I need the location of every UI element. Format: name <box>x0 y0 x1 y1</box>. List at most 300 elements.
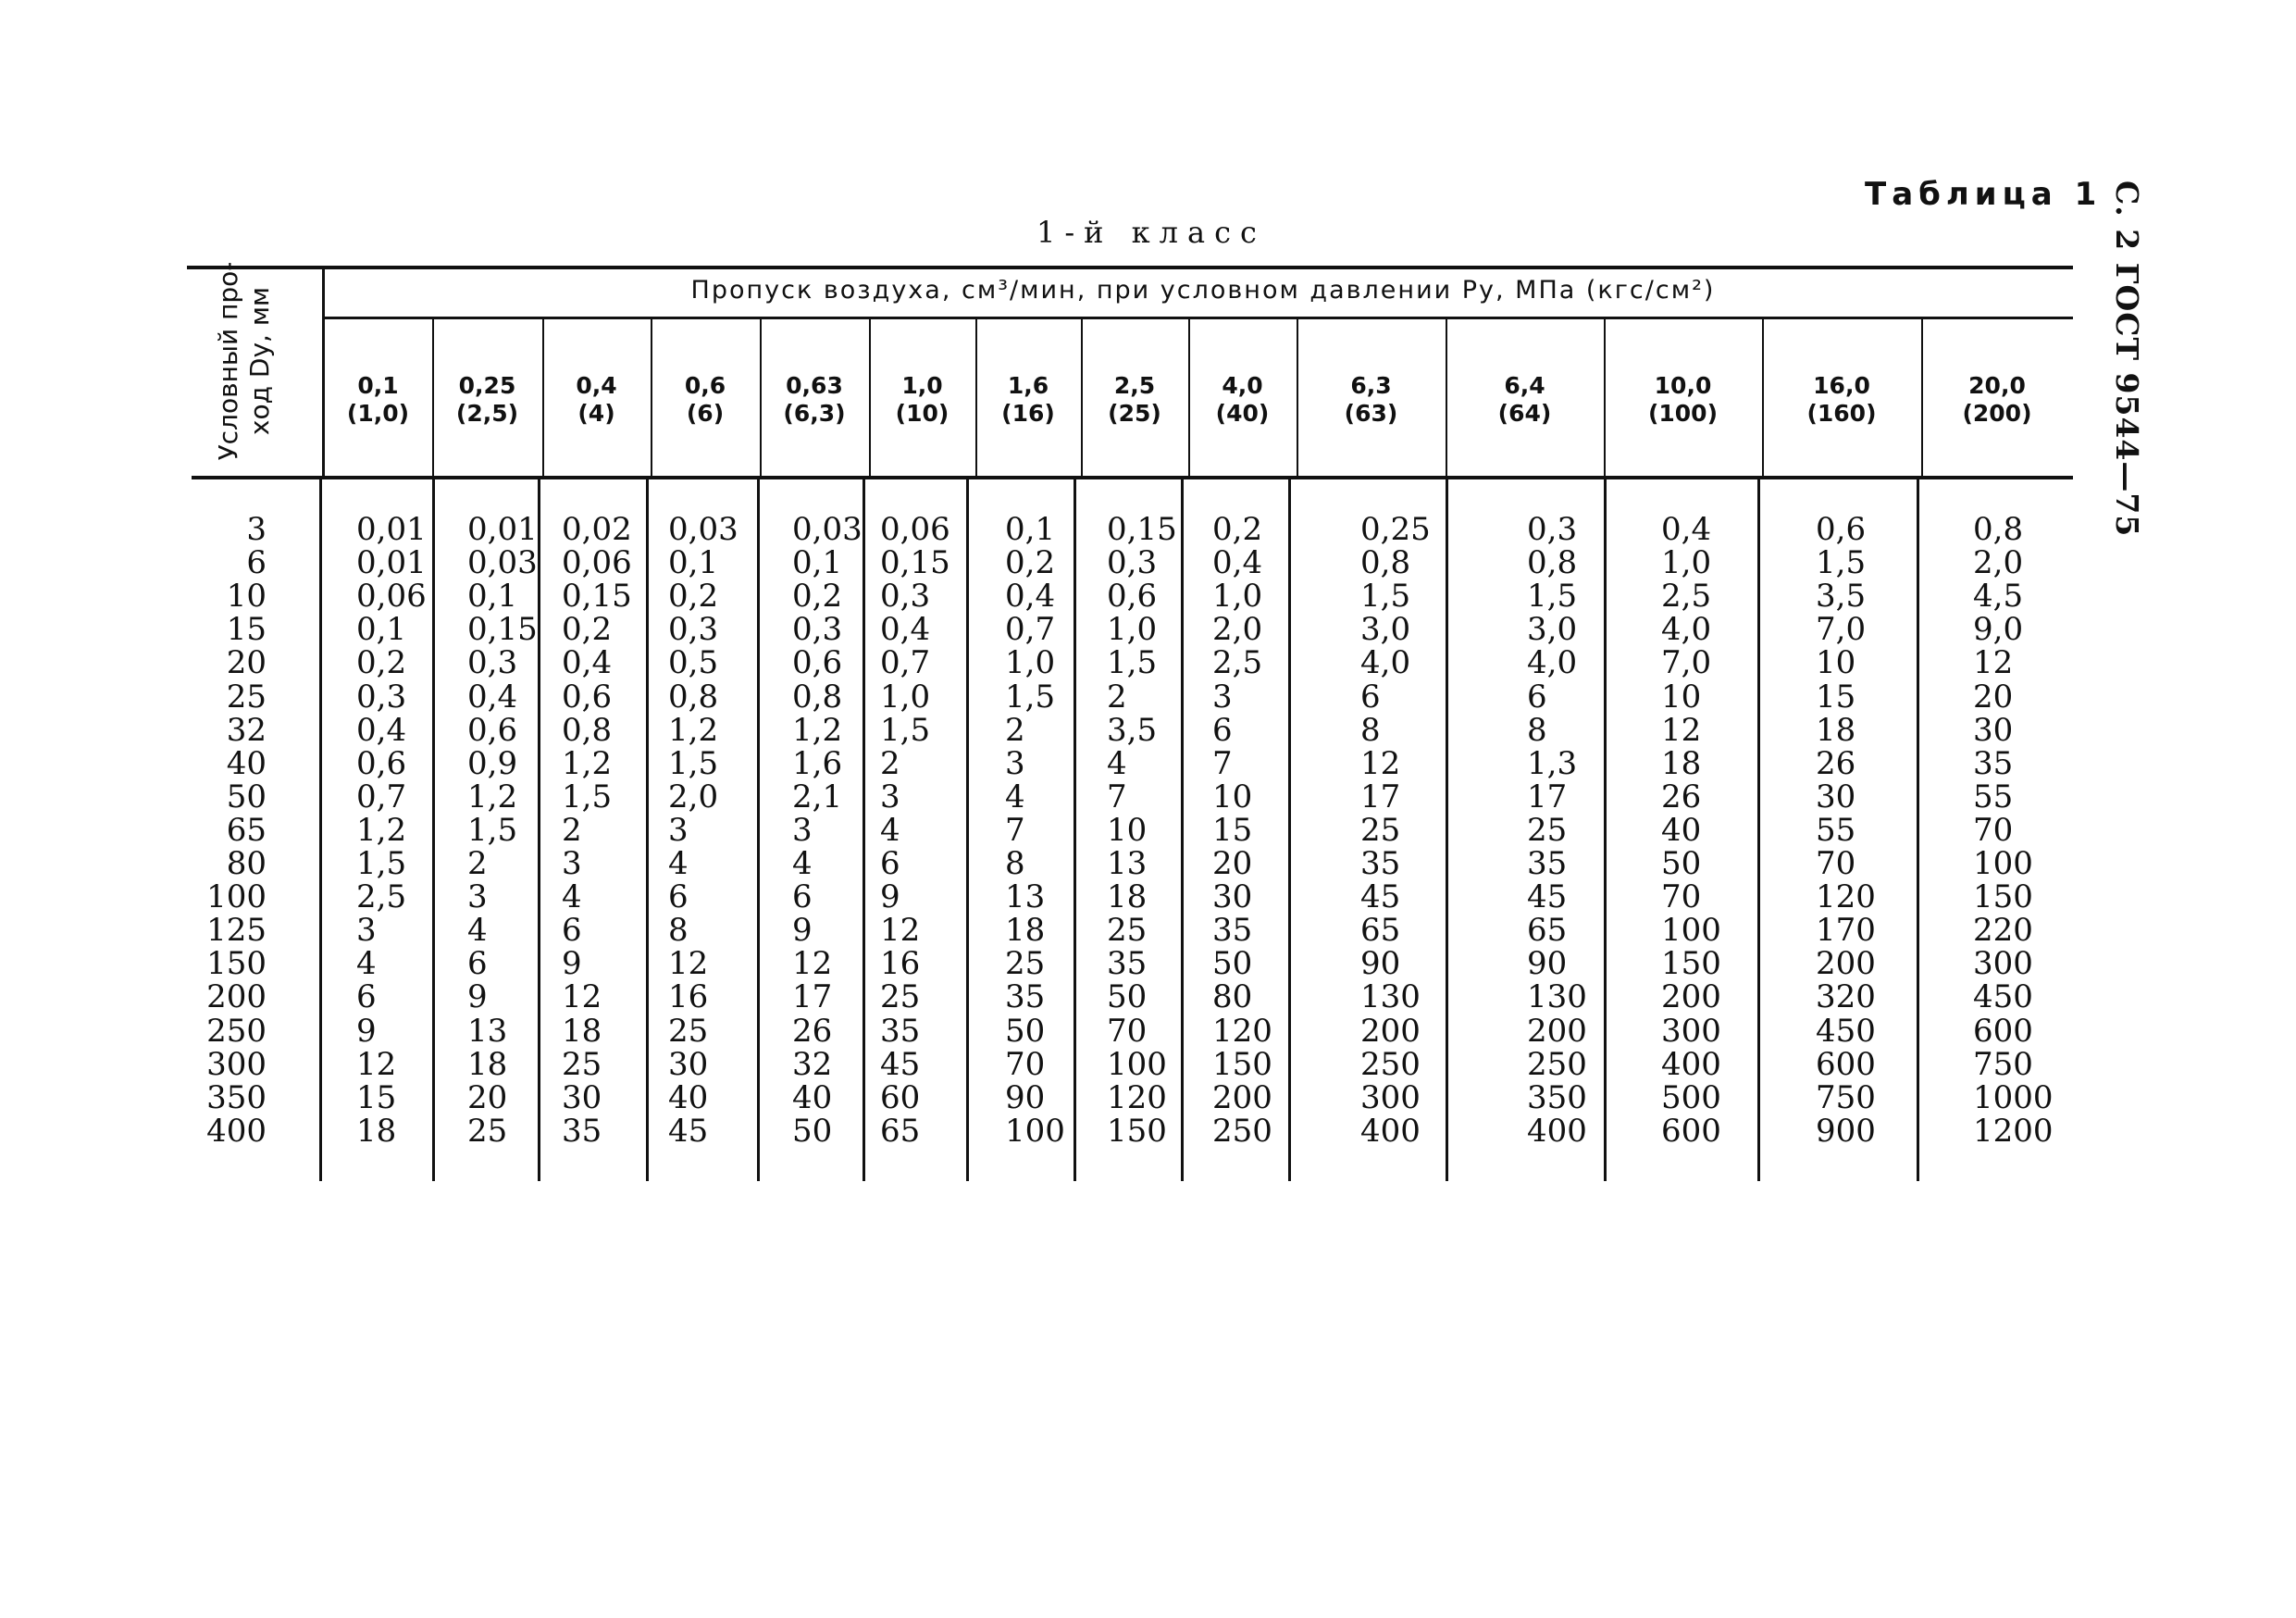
table-cell: 3 <box>356 912 377 950</box>
table-cell: 0,15 <box>880 544 950 582</box>
table-cell: 130 <box>1527 978 1587 1016</box>
side-document-title: С. 2 ГОСТ 9544—75 <box>2109 180 2145 538</box>
table-cell: 2 <box>1005 711 1025 749</box>
column-header: 20,0 (200) <box>1962 372 2032 427</box>
table-cell: 70 <box>1107 1012 1148 1050</box>
table-cell: 320 <box>1816 978 1876 1016</box>
table-cell: 2,0 <box>668 778 719 815</box>
table-cell: 50 <box>1005 1012 1046 1050</box>
table-cell: 2 <box>1107 678 1127 716</box>
table-cell: 4 <box>880 811 900 849</box>
table-cell: 15 <box>1816 678 1856 716</box>
table-cell: 0,03 <box>467 544 538 582</box>
table-cell: 15 <box>356 1078 397 1116</box>
table-cell: 0,4 <box>880 611 931 649</box>
table-cell: 65 <box>880 1112 921 1150</box>
table-cell: 26 <box>1661 778 1702 815</box>
table-cell: 35 <box>1973 744 2014 782</box>
table-cell: 0,1 <box>356 611 407 649</box>
table-cell: 0,6 <box>467 711 518 749</box>
table-cell: 3 <box>467 878 488 916</box>
table-cell: 35 <box>1005 978 1046 1016</box>
table-cell: 1,2 <box>562 744 613 782</box>
table-cell: 0,6 <box>792 644 843 682</box>
table-cell: 8 <box>1527 711 1547 749</box>
table-cell: 50 <box>1107 978 1148 1016</box>
table-cell: 10 <box>1107 811 1148 849</box>
body-column-rule <box>863 479 865 1181</box>
class-label: 1-й класс <box>1036 215 1266 250</box>
table-cell: 65 <box>1360 912 1401 950</box>
table-cell: 1,5 <box>467 811 518 849</box>
table-cell: 50 <box>1212 945 1253 983</box>
diameter-cell: 100 <box>206 878 267 916</box>
table-cell: 45 <box>1360 878 1401 916</box>
table-cell: 250 <box>1212 1112 1272 1150</box>
table-cell: 18 <box>1816 711 1856 749</box>
table-cell: 12 <box>1661 711 1702 749</box>
table-cell: 90 <box>1005 1078 1046 1116</box>
table-cell: 0,4 <box>562 644 613 682</box>
table-cell: 400 <box>1360 1112 1421 1150</box>
table-cell: 16 <box>668 978 709 1016</box>
table-cell: 0,6 <box>356 744 407 782</box>
table-cell: 0,15 <box>467 611 538 649</box>
table-cell: 4,0 <box>1360 644 1411 682</box>
table-cell: 1,5 <box>1527 578 1578 616</box>
table-cell: 2,1 <box>792 778 843 815</box>
table-cell: 17 <box>792 978 833 1016</box>
table-cell: 7 <box>1005 811 1025 849</box>
table-cell: 18 <box>1005 912 1046 950</box>
table-cell: 1,2 <box>668 711 719 749</box>
table-cell: 1000 <box>1973 1078 2054 1116</box>
table-cell: 65 <box>1527 912 1568 950</box>
table-cell: 4 <box>792 845 813 882</box>
column-header: 0,1 (1,0) <box>346 372 410 427</box>
table-cell: 25 <box>467 1112 508 1150</box>
body-column-rule <box>319 479 322 1181</box>
table-cell: 0,2 <box>562 611 613 649</box>
diameter-cell: 150 <box>206 945 267 983</box>
body-column-rule <box>646 479 649 1181</box>
table-cell: 4 <box>562 878 582 916</box>
table-cell: 1,5 <box>668 744 719 782</box>
table-cell: 30 <box>562 1078 602 1116</box>
body-column-rule <box>1757 479 1760 1181</box>
table-cell: 10 <box>1212 778 1253 815</box>
table-cell: 0,1 <box>467 578 518 616</box>
table-cell: 25 <box>1360 811 1401 849</box>
table-cell: 3 <box>562 845 582 882</box>
table-cell: 35 <box>1107 945 1148 983</box>
table-cell: 6 <box>467 945 488 983</box>
table-cell: 40 <box>792 1078 833 1116</box>
table-cell: 1,2 <box>467 778 518 815</box>
column-header: 2,5 (25) <box>1108 372 1161 427</box>
table-cell: 170 <box>1816 912 1876 950</box>
table-cell: 12 <box>880 912 921 950</box>
table-cell: 1,2 <box>356 811 407 849</box>
diameter-cell: 6 <box>246 544 267 582</box>
body-column-rule <box>1446 479 1448 1181</box>
table-cell: 10 <box>1816 644 1856 682</box>
table-cell: 0,2 <box>1212 511 1263 548</box>
column-header: 4,0 (40) <box>1215 372 1270 427</box>
table-cell: 100 <box>1005 1112 1065 1150</box>
table-cell: 13 <box>1005 878 1046 916</box>
table-cell: 0,4 <box>1005 578 1056 616</box>
diameter-cell: 125 <box>206 912 267 950</box>
table-cell: 7 <box>1212 744 1233 782</box>
table-cell: 0,03 <box>668 511 738 548</box>
body-column-rule <box>538 479 540 1181</box>
table-cell: 6 <box>880 845 900 882</box>
table-cell: 200 <box>1816 945 1876 983</box>
table-cell: 900 <box>1816 1112 1876 1150</box>
table-cell: 18 <box>562 1012 602 1050</box>
table-cell: 3,5 <box>1816 578 1867 616</box>
table-cell: 15 <box>1212 811 1253 849</box>
table-cell: 2,0 <box>1212 611 1263 649</box>
table-cell: 35 <box>562 1112 602 1150</box>
table-cell: 0,8 <box>562 711 613 749</box>
column-header: 0,25 (2,5) <box>455 372 519 427</box>
body-column-rule <box>1917 479 1919 1181</box>
table-cell: 600 <box>1816 1045 1876 1083</box>
column-header: 6,3 (63) <box>1344 372 1398 427</box>
table-cell: 4 <box>1107 744 1127 782</box>
table-cell: 45 <box>668 1112 709 1150</box>
table-cell: 0,1 <box>792 544 843 582</box>
body-column-rule <box>757 479 760 1181</box>
table-cell: 100 <box>1661 912 1721 950</box>
table-cell: 0,7 <box>880 644 931 682</box>
table-cell: 55 <box>1816 811 1856 849</box>
table-cell: 0,8 <box>1360 544 1411 582</box>
column-header: 0,6 (6) <box>684 372 726 427</box>
table-cell: 150 <box>1212 1045 1272 1083</box>
column-header: 0,63 (6,3) <box>783 372 846 427</box>
column-header: 6,4 (64) <box>1497 372 1552 427</box>
table-cell: 150 <box>1661 945 1721 983</box>
table-cell: 25 <box>668 1012 709 1050</box>
column-header: 16,0 (160) <box>1806 372 1877 427</box>
table-cell: 0,3 <box>792 611 843 649</box>
table-cell: 30 <box>1973 711 2014 749</box>
table-cell: 17 <box>1527 778 1568 815</box>
table-cell: 450 <box>1973 978 2033 1016</box>
table-cell: 1,2 <box>792 711 843 749</box>
table-cell: 0,3 <box>356 678 407 716</box>
table-cell: 450 <box>1816 1012 1876 1050</box>
table-top-rule <box>187 266 2073 269</box>
table-cell: 1,5 <box>880 711 931 749</box>
table-cell: 2,5 <box>1212 644 1263 682</box>
table-cell: 0,6 <box>1816 511 1867 548</box>
column-header: 1,6 (16) <box>1001 372 1055 427</box>
table-cell: 18 <box>467 1045 508 1083</box>
body-column-rule <box>1288 479 1291 1181</box>
diameter-cell: 32 <box>226 711 267 749</box>
table-cell: 0,3 <box>1107 544 1158 582</box>
table-cell: 0,2 <box>356 644 407 682</box>
table-cell: 3,5 <box>1107 711 1158 749</box>
table-cell: 0,2 <box>792 578 843 616</box>
table-cell: 3 <box>668 811 689 849</box>
table-cell: 70 <box>1005 1045 1046 1083</box>
table-cell: 20 <box>1973 678 2014 716</box>
table-cell: 6 <box>1527 678 1547 716</box>
table-cell: 0,1 <box>668 544 719 582</box>
diameter-cell: 15 <box>226 611 267 649</box>
table-cell: 70 <box>1661 878 1702 916</box>
table-cell: 200 <box>1661 978 1721 1016</box>
table-cell: 13 <box>467 1012 508 1050</box>
table-cell: 0,1 <box>1005 511 1056 548</box>
table-cell: 0,06 <box>356 578 427 616</box>
table-cell: 200 <box>1212 1078 1272 1116</box>
table-cell: 3 <box>1212 678 1233 716</box>
table-cell: 1,6 <box>792 744 843 782</box>
table-cell: 0,4 <box>467 678 518 716</box>
table-cell: 13 <box>1107 845 1148 882</box>
diameter-cell: 25 <box>226 678 267 716</box>
table-cell: 32 <box>792 1045 833 1083</box>
table-cell: 3 <box>1005 744 1025 782</box>
table-cell: 100 <box>1107 1045 1167 1083</box>
diameter-cell: 40 <box>226 744 267 782</box>
table-cell: 10 <box>1661 678 1702 716</box>
table-cell: 50 <box>1661 845 1702 882</box>
table-cell: 30 <box>1212 878 1253 916</box>
table-cell: 0,3 <box>880 578 931 616</box>
table-cell: 400 <box>1527 1112 1587 1150</box>
table-cell: 0,2 <box>668 578 719 616</box>
column-header: 1,0 (10) <box>895 372 949 427</box>
table-cell: 1,3 <box>1527 744 1578 782</box>
table-cell: 1200 <box>1973 1112 2054 1150</box>
table-cell: 2 <box>562 811 582 849</box>
diameter-cell: 400 <box>206 1112 267 1150</box>
diameter-cell: 250 <box>206 1012 267 1050</box>
table-cell: 0,01 <box>467 511 538 548</box>
body-column-rule <box>1181 479 1184 1181</box>
table-cell: 9 <box>562 945 582 983</box>
table-cell: 45 <box>880 1045 921 1083</box>
table-cell: 0,01 <box>356 544 427 582</box>
table-cell: 30 <box>1816 778 1856 815</box>
table-cell: 26 <box>1816 744 1856 782</box>
table-cell: 2 <box>880 744 900 782</box>
table-cell: 0,06 <box>562 544 632 582</box>
table-cell: 9 <box>880 878 900 916</box>
table-cell: 4 <box>356 945 377 983</box>
column-header: 0,4 (4) <box>576 372 617 427</box>
diameter-cell: 10 <box>226 578 267 616</box>
table-cell: 6 <box>356 978 377 1016</box>
table-cell: 4 <box>1005 778 1025 815</box>
table-cell: 0,03 <box>792 511 863 548</box>
table-cell: 18 <box>1107 878 1148 916</box>
table-cell: 300 <box>1661 1012 1721 1050</box>
table-cell: 70 <box>1816 845 1856 882</box>
table-cell: 12 <box>1360 744 1401 782</box>
table-cell: 40 <box>1661 811 1702 849</box>
table-cell: 20 <box>1212 845 1253 882</box>
table-cell: 200 <box>1360 1012 1421 1050</box>
table-cell: 12 <box>356 1045 397 1083</box>
table-cell: 0,5 <box>668 644 719 682</box>
table-cell: 4 <box>467 912 488 950</box>
table-cell: 26 <box>792 1012 833 1050</box>
table-cell: 45 <box>1527 878 1568 916</box>
table-cell: 18 <box>356 1112 397 1150</box>
table-cell: 100 <box>1973 845 2033 882</box>
table-cell: 0,7 <box>356 778 407 815</box>
diameter-cell: 50 <box>226 778 267 815</box>
span-header-rule <box>324 317 2073 319</box>
table-cell: 400 <box>1661 1045 1721 1083</box>
table-cell: 2,5 <box>356 878 407 916</box>
table-cell: 40 <box>668 1078 709 1116</box>
table-cell: 4,5 <box>1973 578 2024 616</box>
table-cell: 30 <box>668 1045 709 1083</box>
table-cell: 12 <box>1973 644 2014 682</box>
diameter-cell: 200 <box>206 978 267 1016</box>
body-column-rule <box>432 479 435 1181</box>
table-cell: 1,5 <box>1107 644 1158 682</box>
table-cell: 750 <box>1816 1078 1876 1116</box>
table-cell: 9 <box>356 1012 377 1050</box>
table-cell: 0,4 <box>1212 544 1263 582</box>
table-cell: 130 <box>1360 978 1421 1016</box>
table-cell: 0,4 <box>1661 511 1712 548</box>
table-cell: 4,0 <box>1661 611 1712 649</box>
table-cell: 1,5 <box>1360 578 1411 616</box>
table-cell: 25 <box>1107 912 1148 950</box>
table-cell: 55 <box>1973 778 2014 815</box>
table-cell: 1,5 <box>356 845 407 882</box>
table-cell: 7,0 <box>1661 644 1712 682</box>
body-column-rule <box>966 479 969 1181</box>
table-cell: 0,25 <box>1360 511 1431 548</box>
table-cell: 600 <box>1973 1012 2033 1050</box>
table-cell: 90 <box>1527 945 1568 983</box>
table-cell: 9 <box>792 912 813 950</box>
table-cell: 8 <box>668 912 689 950</box>
table-cell: 250 <box>1527 1045 1587 1083</box>
span-header: Пропуск воздуха, см³/мин, при условном давлении Pу, МПа (кгс/см²) <box>690 276 1716 305</box>
table-cell: 250 <box>1360 1045 1421 1083</box>
table-cell: 35 <box>1527 845 1568 882</box>
table-cell: 0,01 <box>356 511 427 548</box>
table-cell: 200 <box>1527 1012 1587 1050</box>
table-cell: 2,0 <box>1973 544 2024 582</box>
table-cell: 8 <box>1360 711 1381 749</box>
column-header: 10,0 (100) <box>1647 372 1719 427</box>
table-cell: 750 <box>1973 1045 2033 1083</box>
table-cell: 0,8 <box>1527 544 1578 582</box>
table-cell: 1,0 <box>1212 578 1263 616</box>
table-cell: 16 <box>880 945 921 983</box>
table-cell: 3 <box>880 778 900 815</box>
table-cell: 300 <box>1360 1078 1421 1116</box>
table-cell: 12 <box>562 978 602 1016</box>
table-cell: 0,3 <box>467 644 518 682</box>
table-cell: 1,5 <box>1005 678 1056 716</box>
table-cell: 4,0 <box>1527 644 1578 682</box>
table-cell: 17 <box>1360 778 1401 815</box>
table-cell: 6 <box>1360 678 1381 716</box>
header-bottom-rule <box>192 476 2073 479</box>
table-cell: 50 <box>792 1112 833 1150</box>
table-cell: 6 <box>792 878 813 916</box>
table-cell: 2,5 <box>1661 578 1712 616</box>
table-cell: 0,8 <box>792 678 843 716</box>
row-header: Условный про-ход Dу, мм <box>213 261 275 461</box>
table-cell: 1,0 <box>1661 544 1712 582</box>
table-cell: 0,2 <box>1005 544 1056 582</box>
diameter-cell: 65 <box>226 811 267 849</box>
table-cell: 70 <box>1973 811 2014 849</box>
table-cell: 3 <box>792 811 813 849</box>
table-label: Таблица 1 <box>1865 176 2103 213</box>
table-cell: 6 <box>562 912 582 950</box>
table-cell: 1,0 <box>1107 611 1158 649</box>
table-cell: 0,02 <box>562 511 632 548</box>
table-cell: 9,0 <box>1973 611 2024 649</box>
diameter-cell: 300 <box>206 1045 267 1083</box>
table-cell: 150 <box>1973 878 2033 916</box>
diameter-cell: 350 <box>206 1078 267 1116</box>
table-cell: 35 <box>1212 912 1253 950</box>
table-cell: 25 <box>880 978 921 1016</box>
table-cell: 0,6 <box>562 678 613 716</box>
table-cell: 220 <box>1973 912 2033 950</box>
table-cell: 0,15 <box>1107 511 1177 548</box>
table-cell: 350 <box>1527 1078 1587 1116</box>
table-cell: 7 <box>1107 778 1127 815</box>
table-cell: 2 <box>467 845 488 882</box>
table-cell: 0,15 <box>562 578 632 616</box>
table-cell: 9 <box>467 978 488 1016</box>
table-cell: 6 <box>1212 711 1233 749</box>
table-cell: 4 <box>668 845 689 882</box>
body-column-rule <box>1604 479 1607 1181</box>
table-cell: 12 <box>792 945 833 983</box>
table-cell: 18 <box>1661 744 1702 782</box>
table-cell: 0,4 <box>356 711 407 749</box>
table-cell: 60 <box>880 1078 921 1116</box>
table-cell: 7,0 <box>1816 611 1867 649</box>
table-cell: 35 <box>1360 845 1401 882</box>
table-cell: 120 <box>1107 1078 1167 1116</box>
table-cell: 1,0 <box>880 678 931 716</box>
table-cell: 3,0 <box>1360 611 1411 649</box>
table-cell: 25 <box>1005 945 1046 983</box>
table-cell: 1,5 <box>562 778 613 815</box>
table-cell: 0,9 <box>467 744 518 782</box>
table-cell: 0,6 <box>1107 578 1158 616</box>
table-cell: 0,06 <box>880 511 950 548</box>
table-cell: 0,8 <box>1973 511 2024 548</box>
table-cell: 20 <box>467 1078 508 1116</box>
table-cell: 80 <box>1212 978 1253 1016</box>
diameter-cell: 3 <box>246 511 267 548</box>
table-cell: 0,3 <box>1527 511 1578 548</box>
table-cell: 3,0 <box>1527 611 1578 649</box>
